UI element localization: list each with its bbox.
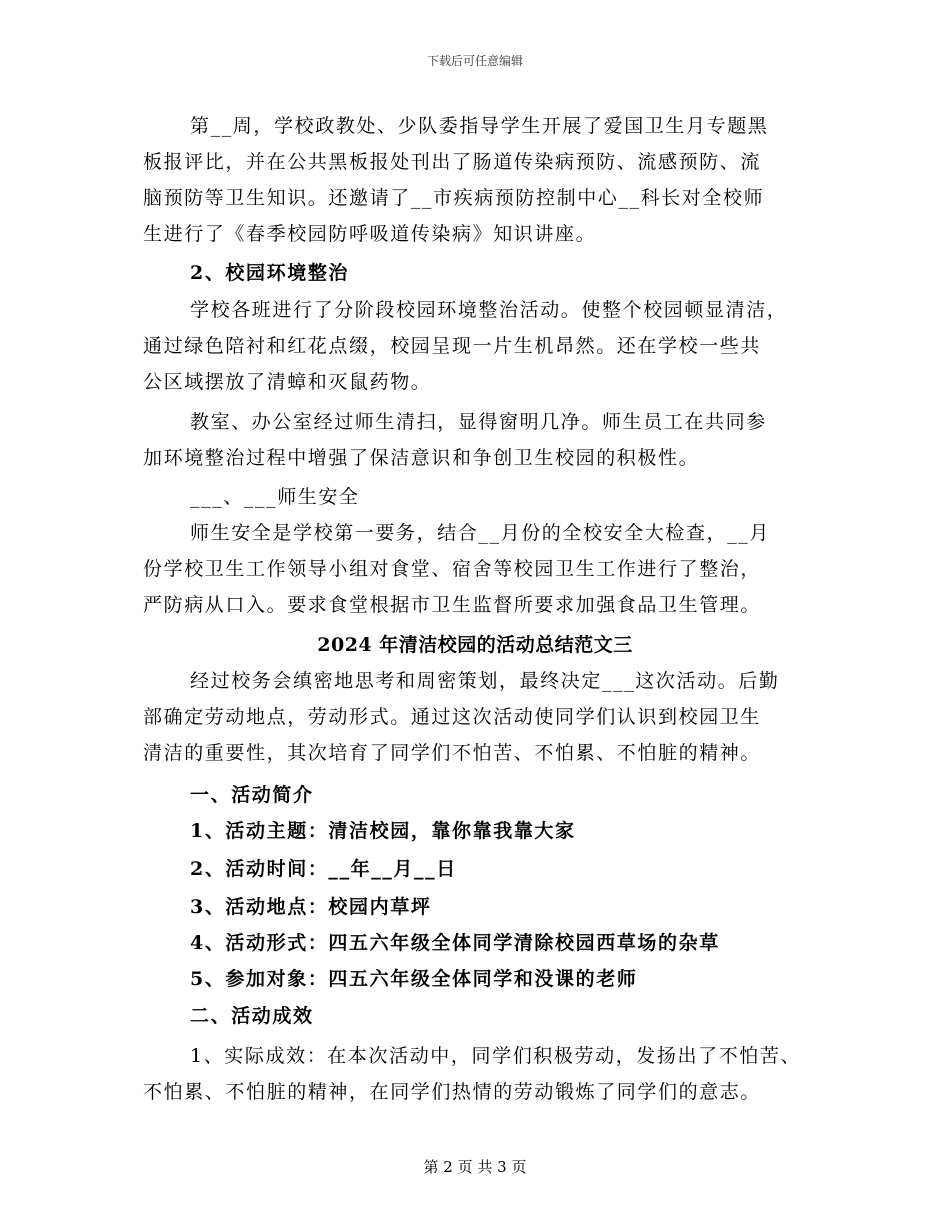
paragraph-line: 加环境整治过程中增强了保洁意识和争创卫生校园的积极性。: [143, 447, 700, 469]
page-number: 第 2 页 共 3 页: [423, 1158, 527, 1176]
paragraph-line: 1、实际成效：在本次活动中，同学们积极劳动，发扬出了不怕苦、: [190, 1045, 802, 1067]
paragraph-line: 部确定劳动地点，劳动形式。通过这次活动使同学们认识到校园卫生: [143, 706, 762, 728]
paragraph-line: 严防病从口入。要求食堂根据市卫生监督所要求加强食品卫生管理。: [143, 594, 762, 616]
paragraph-line: 教室、办公室经过师生清扫，显得窗明几净。师生员工在共同参: [190, 411, 767, 433]
paragraph-line: 经过校务会缜密地思考和周密策划，最终决定___这次活动。后勤: [190, 670, 780, 692]
list-item: 3、活动地点：校园内草坪: [190, 896, 432, 918]
document-title: 2024 年清洁校园的活动总结范文三: [317, 634, 633, 656]
paragraph-line: 不怕累、不怕脏的精神，在同学们热情的劳动锻炼了同学们的意志。: [143, 1081, 762, 1103]
section-heading: 二、活动成效: [190, 1005, 314, 1027]
paragraph-line: 清洁的重要性，其次培育了同学们不怕苦、不怕累、不怕脏的精神。: [143, 742, 762, 764]
paragraph-line: 板报评比，并在公共黑板报处刊出了肠道传染病预防、流感预防、流: [143, 151, 762, 173]
paragraph-line: 师生安全是学校第一要务，结合__月份的全校安全大检查，__月: [190, 522, 771, 544]
paragraph-line: 脑预防等卫生知识。还邀请了__市疾病预防控制中心__科长对全校师: [143, 187, 765, 209]
list-item: 1、活动主题：清洁校园，靠你靠我靠大家: [190, 820, 576, 842]
section-heading: 一、活动简介: [190, 784, 314, 806]
paragraph-line: 第__周，学校政教处、少队委指导学生开展了爱国卫生月专题黑: [190, 115, 769, 137]
list-item: 4、活动形式：四五六年级全体同学清除校园西草场的杂草: [190, 932, 720, 954]
list-item: 5、参加对象：四五六年级全体同学和没课的老师: [190, 968, 638, 990]
paragraph-line: 份学校卫生工作领导小组对食堂、宿舍等校园卫生工作进行了整治，: [143, 558, 762, 580]
page-header: 下载后可任意编辑: [426, 54, 523, 68]
section-heading: 2、校园环境整治: [190, 262, 350, 284]
section-heading: ___、___师生安全: [190, 486, 360, 508]
paragraph-line: 公区域摆放了清蟑和灭鼠药物。: [143, 371, 432, 393]
paragraph-line: 学校各班进行了分阶段校园环境整治活动。使整个校园顿显清洁，: [190, 299, 788, 321]
paragraph-line: 通过绿色陪衬和红花点缀，校园呈现一片生机昂然。还在学校一些共: [143, 335, 762, 357]
list-item: 2、活动时间：__年__月__日: [190, 858, 457, 880]
paragraph-line: 生进行了《春季校园防呼吸道传染病》知识讲座。: [143, 223, 597, 245]
